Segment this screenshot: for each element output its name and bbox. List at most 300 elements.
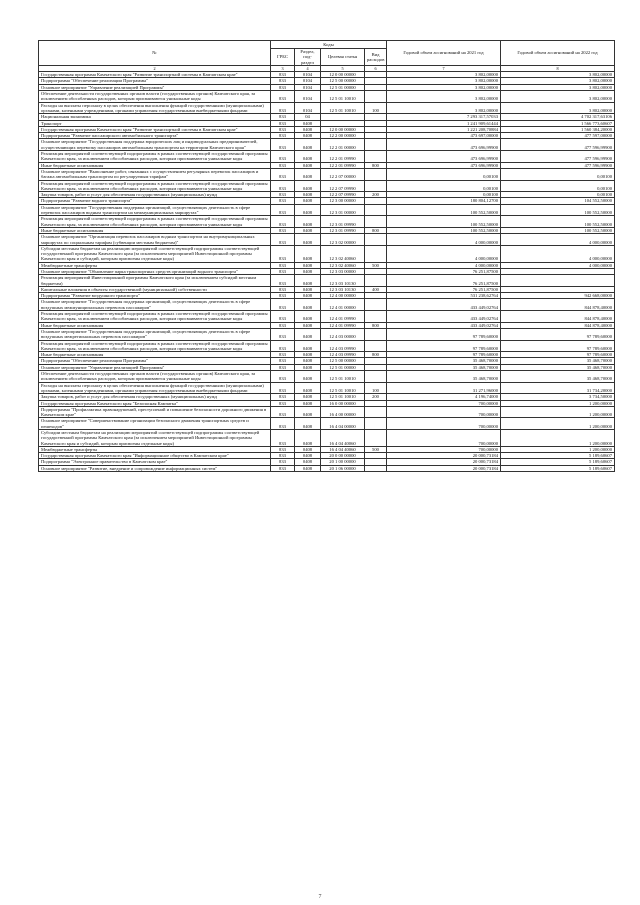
row-name: Расходы на выплаты персоналу в целях обеспечения выполнения функций государственными (муниципальными) органами, казенными учреждениями, органами управления государственными внебюджетными фондами [39,382,271,394]
row-razdel: 0408 [295,358,321,364]
row-amount-2021: 700,00000 [387,418,501,430]
row-expense-type [365,275,387,287]
row-target-article: 12 3 03 00000 [321,268,365,274]
row-name: Подпрограмма "Обеспечение реализации Программы" [39,78,271,84]
row-expense-type [365,340,387,352]
row-grbs: 833 [271,234,295,246]
row-expense-type [365,371,387,383]
col-num: 4 [295,65,321,71]
row-target-article: 12 2 00 00000 [321,133,365,139]
row-target-article: 20 1 00 00000 [321,459,365,465]
row-grbs: 833 [271,216,295,228]
row-target-article: 12 5 00 00000 [321,358,365,364]
row-amount-2021: 20 000,73184 [387,459,501,465]
row-razdel: 0408 [295,299,321,311]
row-expense-type: 800 [365,162,387,168]
row-amount-2022: 97 789,60000 [501,328,615,340]
row-grbs: 833 [271,299,295,311]
row-amount-2021: 0,00100 [387,192,501,198]
row-amount-2021: 3 802,00000 [387,78,501,84]
row-name: Основное мероприятие "Государственная поддержка организаций, осуществляющих деятельность в сфере перевозок пассажиров водным транспортом на межмуниципальных маршрутах" [39,204,271,216]
row-amount-2022: 35 468,70000 [501,358,615,364]
row-expense-type [365,430,387,447]
row-target-article: 12 3 01 00000 [321,204,365,216]
table-row [39,430,615,447]
row-name: Реализация мероприятий соответствующей подпрограммы в рамках соответствующей государственной программы Камчатского края, за исключением обособленных расходов, которым присваиваются уникальные коды [39,151,271,163]
row-target-article: 12 4 01 00000 [321,299,365,311]
row-name: Закупка товаров, работ и услуг для обеспечения государственных (муниципальных) нужд [39,192,271,198]
row-razdel: 0104 [295,91,321,103]
row-amount-2021: 100 552,50000 [387,216,501,228]
row-amount-2022: 1 200,00000 [501,430,615,447]
row-amount-2021: 433 449,02764 [387,311,501,323]
col-num: 2 [39,65,271,71]
row-amount-2022: 97 789,60000 [501,352,615,358]
row-grbs: 833 [271,133,295,139]
row-amount-2022: 0,00100 [501,180,615,192]
row-expense-type: 100 [365,102,387,114]
row-expense-type [365,180,387,192]
row-amount-2022: 477 597,00000 [501,133,615,139]
row-name: Основное мероприятие "Обновление парка транспортных средств организаций водного транспорта" [39,268,271,274]
table-row [39,234,615,246]
row-name: Национальная экономика [39,114,271,120]
row-grbs: 833 [271,446,295,452]
row-razdel: 0408 [295,418,321,430]
row-name: Иные бюджетные ассигнования [39,352,271,358]
row-target-article: 12 4 03 09990 [321,340,365,352]
row-target-article: 16 4 04 00000 [321,418,365,430]
row-amount-2022: 1 200,00000 [501,418,615,430]
row-razdel: 0408 [295,382,321,394]
row-grbs: 833 [271,84,295,90]
row-target-article: 12 2 01 09990 [321,151,365,163]
col-header-vid: Вид расходов [365,49,387,66]
row-grbs: 833 [271,382,295,394]
row-amount-2022: 477 596,99900 [501,139,615,151]
row-name: Субсидии местным бюджетам на реализацию мероприятий соответствующей подпрограммы соответствующей государственной программы Камчатского края (за исключением мероприятий Инвестиционной программы Камчатского края и субсидий, которым присвоены отдельные коды) [39,430,271,447]
row-grbs: 833 [271,364,295,370]
row-target-article: 12 5 01 10010 [321,102,365,114]
row-grbs: 833 [271,78,295,84]
row-amount-2021: 4 000,00000 [387,245,501,262]
row-grbs: 833 [271,286,295,292]
row-amount-2022: 100 552,50000 [501,227,615,233]
col-header-2021: Годовой объем ассигнований на 2021 год [387,41,501,66]
row-amount-2022: 942 668,00000 [501,293,615,299]
row-razdel: 0408 [295,216,321,228]
row-amount-2022: 97 789,60000 [501,340,615,352]
col-header-2022: Годовой объем ассигнований на 2022 год [501,41,615,66]
row-amount-2021: 1 221 208,70884 [387,126,501,132]
row-grbs: 833 [271,126,295,132]
row-name: Основное мероприятие "Государственная поддержка юридических лиц и индивидуальных предпринимателей, осуществляющих перевозку пассажиров автомобильным транспортом на территории Камчатского края" [39,139,271,151]
col-header-grbs: ГРБС [271,49,295,66]
row-razdel: 0408 [295,162,321,168]
row-amount-2022: 844 878,40000 [501,322,615,328]
page-number: 7 [318,894,322,900]
row-razdel: 0408 [295,180,321,192]
row-expense-type: 500 [365,446,387,452]
row-grbs: 833 [271,275,295,287]
row-grbs: 833 [271,204,295,216]
row-target-article: 12 5 01 10010 [321,394,365,400]
row-razdel: 0408 [295,151,321,163]
row-name: Подпрограмма "Профилактика правонарушений, преступлений и повышение безопасности дорожного движения в Камчатском крае" [39,406,271,418]
row-amount-2021: 180 804,12700 [387,198,501,204]
row-amount-2022: 1 200,00000 [501,406,615,418]
row-razdel: 0408 [295,328,321,340]
row-name: Межбюджетные трансферты [39,262,271,268]
row-amount-2022: 477 596,99900 [501,151,615,163]
row-target-article: 12 3 02 00000 [321,234,365,246]
row-amount-2021: 4 196,74000 [387,394,501,400]
row-name: Подпрограмма "Электронное правительство в Камчатском крае" [39,459,271,465]
row-name: Иные бюджетные ассигнования [39,162,271,168]
row-razdel: 0408 [295,198,321,204]
row-expense-type [365,139,387,151]
row-razdel: 0408 [295,430,321,447]
row-expense-type [365,168,387,180]
row-razdel: 0408 [295,352,321,358]
row-amount-2021: 76 251,87500 [387,268,501,274]
row-amount-2021: 3 802,00000 [387,72,501,78]
row-amount-2021: 0,00100 [387,180,501,192]
row-amount-2021: 97 789,60000 [387,340,501,352]
row-expense-type [365,245,387,262]
row-razdel: 0408 [295,227,321,233]
row-amount-2021: 31 271,96000 [387,382,501,394]
row-amount-2021: 700,00000 [387,446,501,452]
row-amount-2021: 3 802,00000 [387,102,501,114]
row-target-article: 12 3 02 40060 [321,262,365,268]
row-name: Обеспечение деятельности государственных органов власти (государственных органов) Камчатского края, за исключением обособленных расходов, которым присваиваются уникальные коды [39,371,271,383]
row-name: Основное мероприятие "Организация перевозок пассажиров водным транспортом на внутримуниципальных маршрутах по социальным тарифам (субвенции местным бюджетам)" [39,234,271,246]
row-amount-2021: 100 552,50000 [387,227,501,233]
col-num: 3 [271,65,295,71]
row-target-article: 16 4 00 00000 [321,406,365,418]
row-target-article: 16 4 04 40060 [321,430,365,447]
row-razdel: 0408 [295,311,321,323]
row-amount-2022: 35 468,70000 [501,371,615,383]
col-header-razdel: Раздел, под-раздел [295,49,321,66]
row-amount-2021: 4 000,00000 [387,262,501,268]
row-name: Основное мероприятие "Выполнение работ, связанных с осуществлением регулярных перевозок пассажиров и багажа автомобильным транспортом по регулируемым тарифам" [39,168,271,180]
row-amount-2021: 473 696,99900 [387,139,501,151]
row-amount-2021: 35 468,70000 [387,358,501,364]
row-target-article: 12 5 01 00000 [321,364,365,370]
row-name: Обеспечение деятельности государственных органов власти (государственных органов) Камчатского края, за исключением обособленных расходов, которым присваиваются уникальные коды [39,91,271,103]
table-row [39,180,615,192]
row-name: Расходы на выплаты персоналу в целях обеспечения выполнения функций государственными (муниципальными) органами, казенными учреждениями, органами управления государственными внебюджетными фондами [39,102,271,114]
row-target-article: 12 3 01 09990 [321,216,365,228]
row-name: Подпрограмма "Обеспечение реализации Программы" [39,358,271,364]
row-expense-type: 200 [365,192,387,198]
row-grbs: 833 [271,102,295,114]
row-expense-type [365,328,387,340]
row-name: Реализация мероприятий Инвестиционной программы Камчатского края (за исключением субсидий местным бюджетам) [39,275,271,287]
row-expense-type: 800 [365,352,387,358]
row-razdel: 0408 [295,133,321,139]
row-target-article: 12 3 01 09990 [321,227,365,233]
row-amount-2022: 5 189,60607 [501,465,615,471]
row-amount-2021: 100 552,50000 [387,204,501,216]
row-name: Основное мероприятие "Управление реализацией Программы" [39,84,271,90]
row-razdel: 0408 [295,234,321,246]
row-razdel: 0408 [295,465,321,471]
row-razdel: 0104 [295,84,321,90]
row-amount-2021: 473 697,00000 [387,133,501,139]
row-razdel: 0104 [295,78,321,84]
row-grbs: 833 [271,162,295,168]
col-header-codes: Коды [271,41,387,49]
row-grbs: 833 [271,400,295,406]
row-razdel: 0408 [295,168,321,180]
row-amount-2022: 1 200,00000 [501,400,615,406]
row-grbs: 833 [271,168,295,180]
row-amount-2021: 97 789,60000 [387,328,501,340]
row-name: Реализация мероприятий соответствующей подпрограммы в рамках соответствующей государственной программы Камчатского края, за исключением обособленных расходов, которым присваиваются уникальные коды [39,340,271,352]
row-razdel: 0408 [295,293,321,299]
col-header-number: № [39,41,271,66]
row-target-article: 20 0 00 00000 [321,453,365,459]
row-amount-2021: 473 696,99900 [387,151,501,163]
table-row [39,216,615,228]
row-target-article: 12 4 00 00000 [321,293,365,299]
row-grbs: 833 [271,358,295,364]
row-amount-2022: 31 734,20000 [501,382,615,394]
row-name: Государственная программа Камчатского края "Информационное общество в Камчатском крае" [39,453,271,459]
row-expense-type [365,151,387,163]
row-amount-2021: 20 000,73184 [387,465,501,471]
row-razdel: 0408 [295,322,321,328]
row-expense-type: 400 [365,286,387,292]
row-target-article: 12 3 02 40060 [321,245,365,262]
row-name: Государственная программа Камчатского края "Безопасная Камчатка" [39,400,271,406]
row-target-article: 12 3 03 10130 [321,286,365,292]
row-grbs: 833 [271,268,295,274]
row-name: Подпрограмма "Развитие воздушного транспорта" [39,293,271,299]
row-grbs: 833 [271,465,295,471]
row-amount-2021: 76 251,87500 [387,275,501,287]
row-amount-2021: 7 293 317,57033 [387,114,501,120]
row-expense-type: 100 [365,382,387,394]
row-expense-type [365,418,387,430]
row-razdel: 0408 [295,406,321,418]
row-target-article: 12 3 03 10130 [321,275,365,287]
row-razdel: 04 [295,114,321,120]
budget-table [38,40,615,472]
row-grbs: 833 [271,322,295,328]
row-grbs: 833 [271,328,295,340]
row-razdel: 0408 [295,245,321,262]
row-amount-2022: 0,00100 [501,192,615,198]
row-target-article: 12 4 01 09990 [321,311,365,323]
row-amount-2022: 1 560 384,20000 [501,126,615,132]
row-razdel: 0408 [295,192,321,198]
row-razdel: 0408 [295,126,321,132]
table-row [39,406,615,418]
row-amount-2022: 3 802,00000 [501,84,615,90]
row-grbs: 833 [271,72,295,78]
row-razdel: 0408 [295,446,321,452]
row-name: Реализация мероприятий соответствующей подпрограммы в рамках соответствующей государственной программы Камчатского края, за исключением обособленных расходов, которым присваиваются уникальные коды [39,311,271,323]
row-name: Капитальные вложения в объекты государственной (муниципальной) собственности [39,286,271,292]
table-row [39,151,615,163]
row-grbs: 833 [271,293,295,299]
row-amount-2021: 76 251,87500 [387,286,501,292]
row-grbs: 833 [271,180,295,192]
row-razdel: 0408 [295,364,321,370]
row-expense-type [365,204,387,216]
row-target-article: 12 0 00 00000 [321,72,365,78]
row-razdel: 0408 [295,286,321,292]
row-target-article: 12 4 03 00000 [321,328,365,340]
row-amount-2022: 100 552,50000 [501,204,615,216]
row-target-article: 12 5 01 00000 [321,84,365,90]
row-name: Иные бюджетные ассигнования [39,322,271,328]
col-num: 6 [365,65,387,71]
row-amount-2021: 433 449,02764 [387,322,501,328]
row-expense-type: 800 [365,227,387,233]
row-amount-2022: 4 000,00000 [501,234,615,246]
row-name: Межбюджетные трансферты [39,446,271,452]
row-amount-2022: 4 702 317,63106 [501,114,615,120]
row-amount-2021: 473 696,99900 [387,162,501,168]
row-target-article: 12 5 01 10010 [321,371,365,383]
row-expense-type: 200 [365,394,387,400]
row-amount-2021: 4 000,00000 [387,234,501,246]
row-name: Основное мероприятие "Развитие, внедрение и сопровождение информационных систем" [39,465,271,471]
row-amount-2022: 844 878,40000 [501,299,615,311]
table-row [39,465,615,471]
row-expense-type [365,216,387,228]
row-name: Основное мероприятие "Совершенствование организации безопасного движения транспортных средств и пешеходов" [39,418,271,430]
row-amount-2022: 844 878,40000 [501,311,615,323]
row-grbs: 833 [271,139,295,151]
row-amount-2021: 700,00000 [387,400,501,406]
row-razdel: 0104 [295,72,321,78]
row-amount-2022: 4 000,00000 [501,245,615,262]
row-amount-2021: 0,00100 [387,168,501,180]
row-razdel: 0408 [295,400,321,406]
row-target-article: 16 4 04 40060 [321,446,365,452]
row-grbs: 833 [271,114,295,120]
row-grbs: 833 [271,227,295,233]
table-row [39,245,615,262]
row-amount-2022: 3 734,50000 [501,394,615,400]
row-razdel: 0104 [295,102,321,114]
row-grbs: 833 [271,453,295,459]
row-target-article: 12 2 07 09990 [321,192,365,198]
row-target-article: 16 0 00 00000 [321,400,365,406]
table-row [39,91,615,103]
table-row [39,204,615,216]
row-name: Иные бюджетные ассигнования [39,227,271,233]
row-name: Реализация мероприятий соответствующей подпрограммы в рамках соответствующей государственной программы Камчатского края, за исключением обособленных расходов, которым присваиваются уникальные коды [39,216,271,228]
row-amount-2022: 477 596,99900 [501,162,615,168]
row-target-article: 12 5 01 10010 [321,91,365,103]
row-target-article: 12 4 03 09990 [321,352,365,358]
row-name: Подпрограмма "Развитие пассажирского автомобильного транспорта" [39,133,271,139]
row-amount-2021: 433 449,02764 [387,299,501,311]
row-grbs: 833 [271,245,295,262]
row-expense-type [365,311,387,323]
row-target-article: 12 0 00 00000 [321,126,365,132]
row-name: Транспорт [39,120,271,126]
col-header-csr: Целевая статья [321,49,365,66]
row-expense-type [365,406,387,418]
row-amount-2021: 20 000,73184 [387,453,501,459]
row-target-article: 12 2 01 00000 [321,139,365,151]
row-grbs: 833 [271,311,295,323]
row-amount-2022 [501,275,615,287]
row-amount-2021: 97 789,60000 [387,352,501,358]
row-name: Субсидии местным бюджетам на реализацию мероприятий соответствующей подпрограммы соответствующей государственной программы Камчатского края (за исключением мероприятий Инвестиционной программы Камчатского края и субсидий, которым присвоены отдельные коды) [39,245,271,262]
row-razdel: 0408 [295,453,321,459]
row-grbs: 833 [271,120,295,126]
row-name: Основное мероприятие "Государственная поддержка организаций, осуществляющих деятельность в сфере воздушных межрегиональных перевозок пассажиров" [39,328,271,340]
row-grbs: 833 [271,262,295,268]
row-grbs: 833 [271,151,295,163]
table-row [39,371,615,383]
row-grbs: 833 [271,352,295,358]
row-amount-2022: 100 552,50000 [501,216,615,228]
row-target-article: 20 1 06 00000 [321,465,365,471]
row-target-article: 12 2 01 09990 [321,162,365,168]
table-row [39,102,615,114]
row-amount-2022: 3 802,00000 [501,78,615,84]
row-razdel: 0408 [295,459,321,465]
row-grbs: 833 [271,430,295,447]
row-name: Подпрограмма "Развитие водного транспорта" [39,198,271,204]
table-row [39,168,615,180]
row-target-article: 12 2 07 00000 [321,168,365,180]
table-row [39,382,615,394]
row-name: Государственная программа Камчатского края "Развитие транспортной системы в Камчатском крае" [39,126,271,132]
row-razdel: 0408 [295,268,321,274]
row-grbs: 833 [271,91,295,103]
row-amount-2021: 35 468,70000 [387,371,501,383]
table-row [39,311,615,323]
row-amount-2022: 4 000,00000 [501,262,615,268]
table-row [39,139,615,151]
row-razdel: 0408 [295,340,321,352]
row-grbs: 833 [271,459,295,465]
budget-table-sheet [38,40,614,472]
row-amount-2021: 35 468,70000 [387,364,501,370]
row-name: Основное мероприятие "Управление реализацией Программы" [39,364,271,370]
row-amount-2021: 531 238,62764 [387,293,501,299]
row-amount-2022: 3 802,00000 [501,72,615,78]
row-target-article: 12 3 00 00000 [321,198,365,204]
row-amount-2022: 3 802,00000 [501,91,615,103]
row-target-article: 12 4 01 09990 [321,322,365,328]
row-grbs: 833 [271,192,295,198]
col-num: 8 [501,65,615,71]
row-razdel: 0408 [295,371,321,383]
table-row [39,328,615,340]
row-razdel: 0408 [295,139,321,151]
row-amount-2022: 5 189,60607 [501,459,615,465]
table-row [39,340,615,352]
row-razdel: 0408 [295,275,321,287]
row-grbs: 833 [271,340,295,352]
row-razdel: 0408 [295,204,321,216]
row-amount-2022: 5 189,60607 [501,453,615,459]
col-num: 5 [321,65,365,71]
row-amount-2021: 1 241 909,61444 [387,120,501,126]
